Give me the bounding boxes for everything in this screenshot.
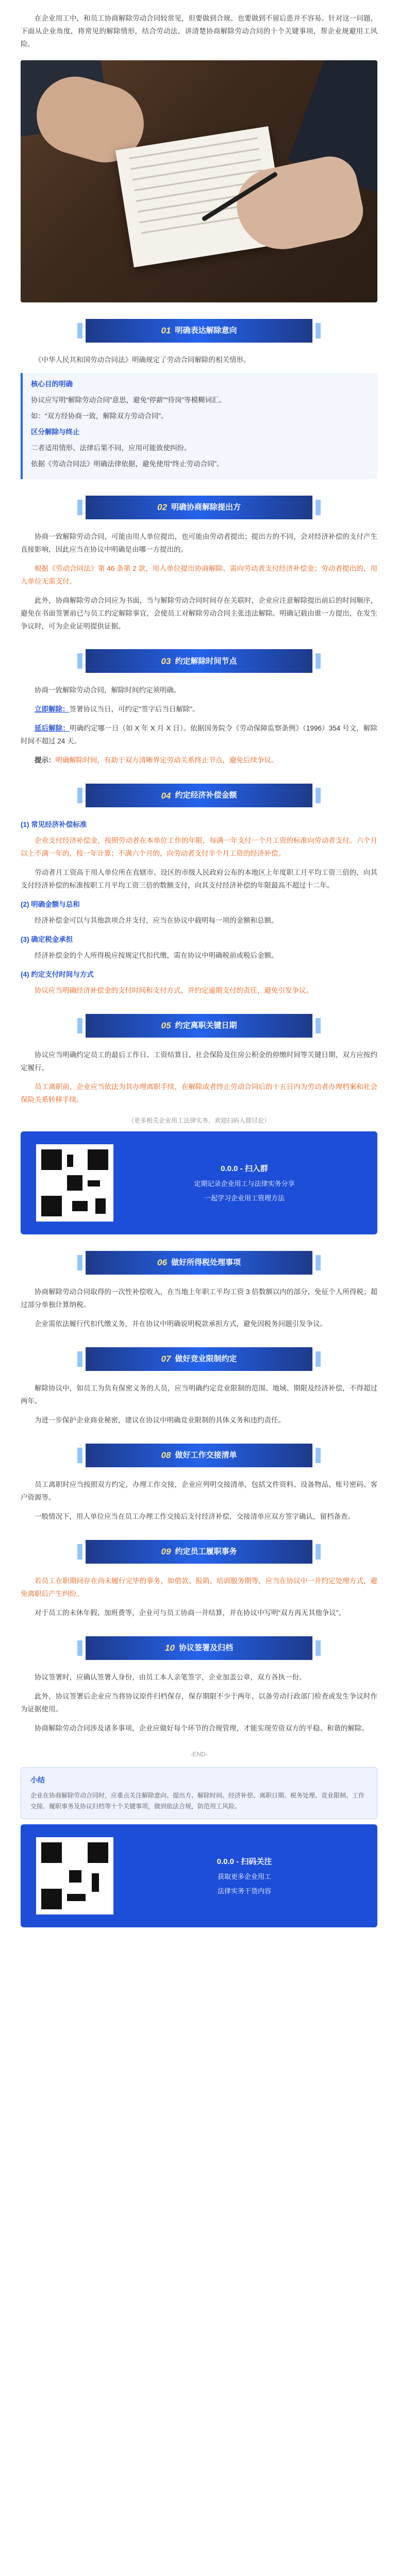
contract-signing-photo [21,60,377,302]
follow-qr-code[interactable] [36,1837,113,1914]
s1-paragraph: 《中华人民共和国劳动合同法》明确规定了劳动合同解除的相关情形。 [35,355,251,364]
section-header-4: 04 约定经济补偿金额 [21,784,377,807]
section-header-3: 03 约定解除时间节点 [21,649,377,673]
s1-callout: 核心目的明确 协议应写明“解除劳动合同”意思，避免“停薪”“待岗”等模糊词汇。 如：“双方经协商一致，解除双方劳动合同”。 区分解除与终止 二者适用情形、法律后果不同，应用可能致使纠纷。 依据《劳动合同法》明确法律依据，避免使用“终止劳动合同”。 [21,373,377,479]
summary-card: 小结 企业在协商解除劳动合同时，应重点关注解除意向、提出方、解除时间、经济补偿、离职日期、税务处理、竞业限制、工作交接、履职事务及协议归档等十个关键事项，做到依法合规，防范用工风险。 [21,1767,377,1819]
section-header-5: 05 约定离职关键日期 [21,1014,377,1038]
section-header-10: 10 协议签署及归档 [21,1636,377,1660]
section-header-2: 02 明确协商解除提出方 [21,496,377,519]
follow-qr-banner: 0.0.0 - 扫码关注 获取更多企业用工 法律实务干货内容 [21,1824,377,1927]
qr-banner [21,1131,377,1234]
qr-note: （更多相关企业用工法律实务，欢迎扫码入群讨论） [127,1116,270,1124]
section-header-9: 09 约定员工履职事务 [21,1540,377,1564]
intro-paragraph: 在企业用工中，和员工协商解除劳动合同较常见，但要做到合规、也要做到不留后患并不容易。针对这一问题，下面从企业角度，将常见的解除情形，结合劳动法、讲清楚协商解除劳动合同的十个关键事项，帮企业规避用工风险。 [21,14,377,48]
section-header-1: 01 明确表达解除意向 [21,319,377,343]
section-header-6: 06 做好所得税处理事项 [21,1251,377,1275]
s1-subtitle-2: 区分解除与终止 [31,428,80,436]
end-marker: -END- [190,1750,208,1758]
section-header-7: 07 做好竞业限制约定 [21,1347,377,1371]
section-header-8: 08 做好工作交接清单 [21,1444,377,1467]
article: 在企业用工中，和员工协商解除劳动合同较常见，但要做到合规、也要做到不留后患并不容易。针对这一问题，下面从企业角度，将常见的解除情形，结合劳动法、讲清楚协商解除劳动合同的十个关键事项，帮企业规避用工风险。 01 明确表达解除意向 《中华人民共和国劳动合同法》明确规定了劳动合同解除的相关情形。 核心目的明确 协议应写明“解除劳动合同”意思，避免“停薪”“待岗”等模糊词汇。 如：“双方经协商一致，解除双方劳动合同”。 区分解除与终止 二者适用情形、法律后果不同，应用可能致使纠纷。 依据《劳动合同法》明确法律依据，避免使用“终止劳动合同”。 02 明确协商解除提出方 协商一致解除劳动合同，可能由用人单位提出，也可能由劳动者提出；提出方的不同，会对经济补偿的支付产生直接影响，因此应当在协议中明确是由哪一方提出的。 根据《劳动合同法》第 46 条第 2 款，用人单位提出协商解除、需向劳动者支付经济补偿金；劳动者提出的，用人单位无需支付。 此外，协商解除劳动合同应为书面，当与解除劳动合同时间存在关联时，企业应注意解除提出前后的时间顺序，避免在书面签署前已与员工约定解除事宜，会使员工对解除劳动合同主张违法解除。明确记载由谁一方提出，在发生争议时，可为企业证明提供证据。 03 约定解除时间节点 协商一致解除劳动合同，解除时间约定须明确。 立即解除：签署协议当日，可约定“签字后当日解除”。 延后解除：明确约定哪一日（如 X 年 X 月 X 日）。依据国务院令《劳动保障监察条例》（1996）354 号文，解除时间不超过 24 天。 提示：明确解除时间，有助于双方清晰界定劳动关系终止节点，避免后续争议。 04 约定经济补偿金额 (1) 常见经济补偿标准 企业支付经济补偿金，按照劳动者在本单位工作的年限，每满一年支付一个月工资的标准向劳动者支付。六个月以上不满一年的，按一年计算；不满六个月的，向劳动者支付半个月工资的经济补偿。 劳动者月工资高于用人单位所在直辖市、设区的市级人民政府公布的本地区上年度职工月平均工资三倍的，向其支付经济补偿的标准按职工月平均工资三倍的数额支付，向其支付经济补偿的年限最高不超过十二年。 (2) 明确金额与总和 经济补偿金可以与其他款项合并支付，应当在协议中载明每一项的金额和总额。 (3) 确定税金承担 经济补偿金的个人所得税应按规定代扣代缴，需在协议中明确税前或税后金额。 (4) 约定支付时间与方式 协议应当明确经济补偿金的支付时间和支付方式，并约定逾期支付的责任，避免引发争议。 05 约定离职关键日期 协议应当明确约定员工的最后工作日、工资结算日、社会保险及住房公积金的停缴时间等关键日期，双方应按约定履行。 员工离职前，企业应当依法为其办理离职手续，在解除或者终止劳动合同后的十五日内为劳动者办理档案和社会保险关系转移手续。 （更多相关企业用工法律实务，欢迎扫码入群讨论） 0.0.0 - 扫入群 定期记录企业用工与法律实务分享 一起学习企业用工管理方法 06 做好所得税处理事项 协商解除劳动合同取得的一次性补偿收入，在当地上年职工平均工资 3 倍数额以内的部分，免征个人所得税；超过部分单独计算纳税。 企业需依法履行代扣代缴义务，并在协议中明确说明税款承担方式，避免因税务问题引发争议。 07 做好竞业限制约定 解除协议中，如员工为负有保密义务的人员，应当明确约定竞业限制的范围、地域、期限及经济补偿，不得超过两年。 为进一步保护企业商业秘密，建议在协议中明确竞业限制的具体义务和违约责任。 08 做好工作交接清单 员工离职时应当按照双方约定，办理工作交接，企业应列明交接清单，包括文件资料、设备物品、账号密码、客户资源等。 一般情况下，用人单位应当在员工办理工作交接后支付经济补偿，交接清单应双方签字确认，留档备查。 09 约定员工履职事务 若员工在职期间存在尚未履行完毕的事务，如借款、报销、培训服务期等，应当在协议中一并约定处理方式，避免离职后产生纠纷。 对于员工的未休年假、加班费等，企业可与员工协商一并结算，并在协议中写明“双方再无其他争议”。 10 协议签署及归档 协议签署时，应确认签署人身份，由员工本人亲笔签字，企业加盖公章，双方各执一份。 此外，协议签署后企业应当将协议原件归档保存，保存期限不少于两年，以备劳动行政部门检查或发生争议时作为证据使用。 协商解除劳动合同涉及诸多事项，企业应做好每个环节的合规管理，才能实现劳资双方的平稳、和谐的解除。 -END- 小结 企业在协商解除劳动合同时，应重点关注解除意向、提出方、解除时间、经济补偿、离职日期、税务处理、竞业限制、工作交接、履职事务及协议归档等十个关键事项，做到依法合规，防范用工风险。 0.0.0 - 扫码关注 获取更多企业用工 法律实务干货内容 [0,0,398,1927]
s1-subtitle-1: 核心目的明确 [31,380,73,388]
qr-code[interactable] [36,1144,113,1222]
qr-text: 0.0.0 - 扫入群 定期记录企业用工与法律实务分享 一起学习企业用工管理方法 [194,1164,295,1202]
